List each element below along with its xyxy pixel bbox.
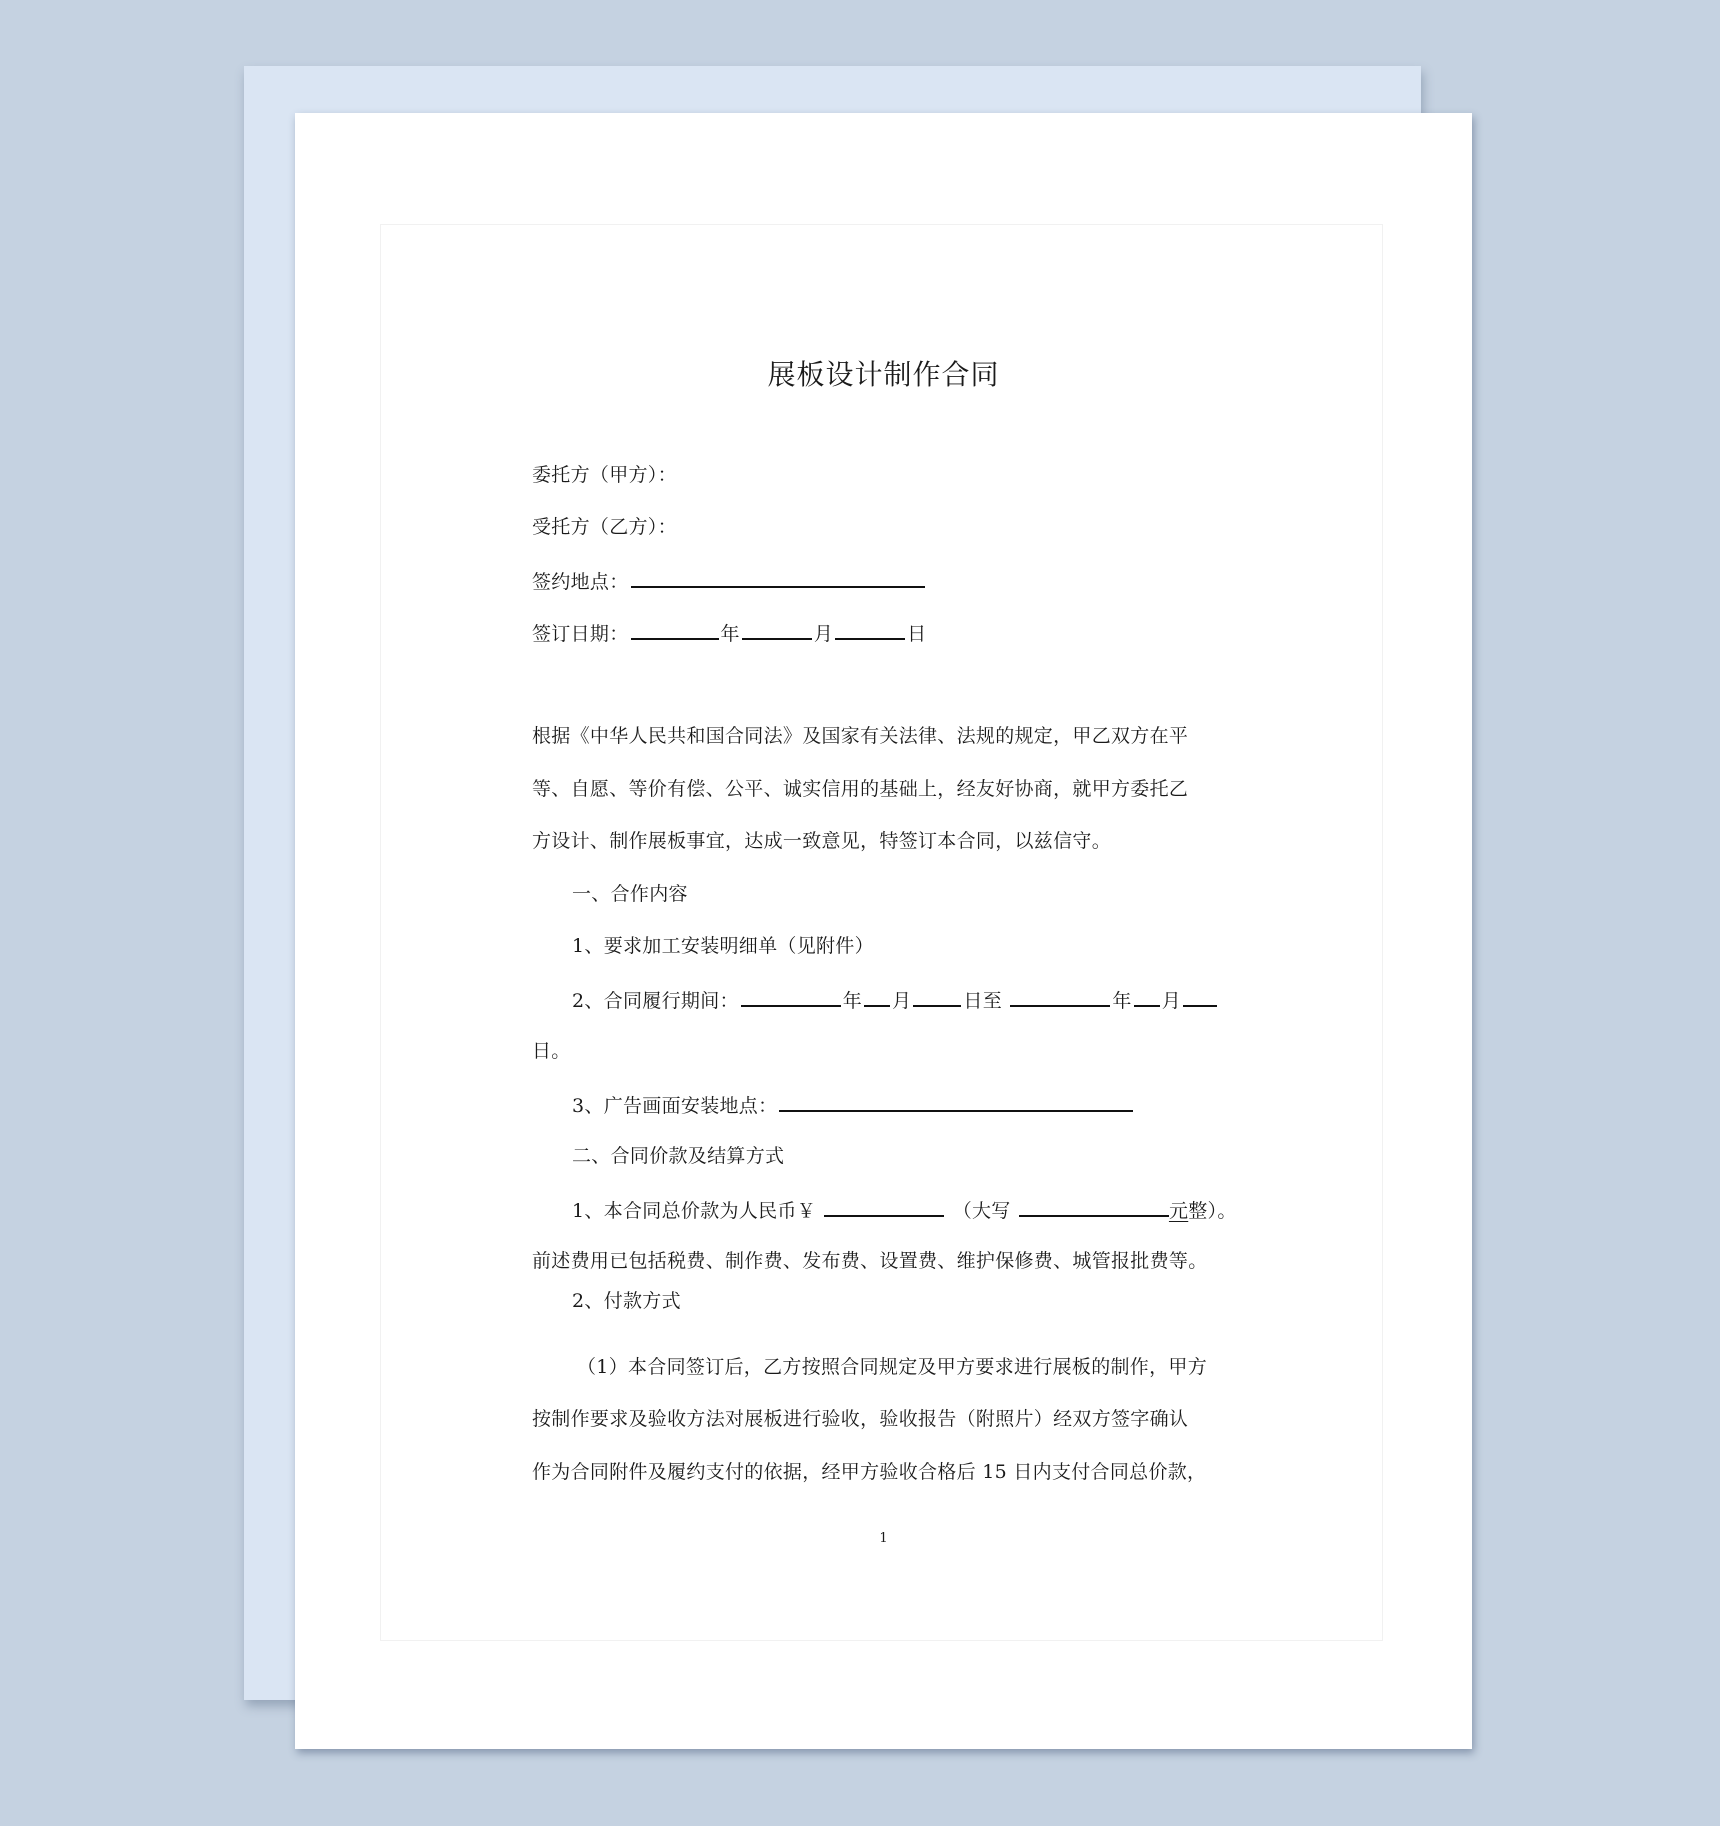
term-start-day-blank[interactable]: [913, 987, 961, 1007]
term-end-month-blank[interactable]: [1134, 987, 1160, 1007]
term-start-year-blank[interactable]: [741, 987, 841, 1007]
document-page: [295, 113, 1472, 1749]
payment-heading: 2、付款方式: [572, 1290, 681, 1312]
contractor-field: [532, 515, 677, 539]
section2-heading: 二、合同价款及结算方式: [572, 1145, 785, 1167]
signing-date-field: [532, 620, 926, 646]
month-label: 月: [1161, 990, 1181, 1012]
signing-month-blank[interactable]: [742, 620, 812, 640]
day-to-label: 日至: [963, 990, 1003, 1012]
price-capital-label: （大写: [952, 1200, 1011, 1222]
price-unit: 元: [1168, 1200, 1189, 1222]
term-label: 2、合同履行期间：: [572, 990, 739, 1012]
price-capital-blank[interactable]: [1019, 1197, 1169, 1217]
term-start-month-blank[interactable]: [864, 987, 890, 1007]
preamble-line-3: 方设计、制作展板事宜，达成一致意见，特签订本合同，以兹信守。: [532, 830, 1112, 852]
term-end-year-blank[interactable]: [1010, 987, 1110, 1007]
signing-day-blank[interactable]: [835, 620, 905, 640]
document-title: 展板设计制作合同: [767, 358, 1000, 391]
year-label: 年: [720, 623, 740, 645]
section1-item1: 1、要求加工安装明细单（见附件）: [572, 935, 874, 957]
contractor-label: 受托方（乙方）：: [532, 516, 677, 538]
signing-place-blank[interactable]: [631, 568, 925, 588]
install-location-blank[interactable]: [779, 1092, 1133, 1112]
section1-item2-end: 日。: [532, 1040, 571, 1062]
price-note: 前述费用已包括税费、制作费、发布费、设置费、维护保修费、城管报批费等。: [532, 1250, 1208, 1272]
payment-clause-line-3: 作为合同附件及履约支付的依据，经甲方验收合格后 15 日内支付合同总价款，: [532, 1461, 1207, 1483]
year-label: 年: [1112, 990, 1132, 1012]
price-label: 1、本合同总价款为人民币￥: [572, 1200, 816, 1222]
price-amount-blank[interactable]: [824, 1197, 944, 1217]
signing-year-blank[interactable]: [631, 620, 719, 640]
preamble-line-2: 等、自愿、等价有偿、公平、诚实信用的基础上，经友好协商，就甲方委托乙: [532, 778, 1189, 800]
payment-clause-line-2: 按制作要求及验收方法对展板进行验收，验收报告（附照片）经双方签字确认: [532, 1408, 1189, 1430]
signing-date-label: 签订日期：: [532, 623, 629, 645]
section2-price: [572, 1197, 1237, 1223]
section1-item2: [572, 987, 1219, 1013]
signing-place-field: [532, 568, 927, 594]
month-label: 月: [892, 990, 912, 1012]
signing-place-label: 签约地点：: [532, 571, 629, 593]
section1-heading: 一、合作内容: [572, 883, 688, 905]
section1-item3: [572, 1092, 1135, 1118]
client-label: 委托方（甲方）：: [532, 464, 677, 486]
price-end: 整）。: [1188, 1200, 1237, 1222]
page-number: 1: [879, 1531, 888, 1546]
payment-clause-line-1: （1）本合同签订后，乙方按照合同规定及甲方要求进行展板的制作，甲方: [577, 1356, 1207, 1378]
install-location-label: 3、广告画面安装地点：: [572, 1095, 778, 1117]
term-end-day-blank[interactable]: [1183, 987, 1217, 1007]
day-label: 日: [907, 623, 927, 645]
preamble-line-1: 根据《中华人民共和国合同法》及国家有关法律、法规的规定，甲乙双方在平: [532, 725, 1189, 747]
client-field: [532, 463, 677, 487]
year-label: 年: [842, 990, 863, 1012]
month-label: 月: [813, 623, 834, 645]
